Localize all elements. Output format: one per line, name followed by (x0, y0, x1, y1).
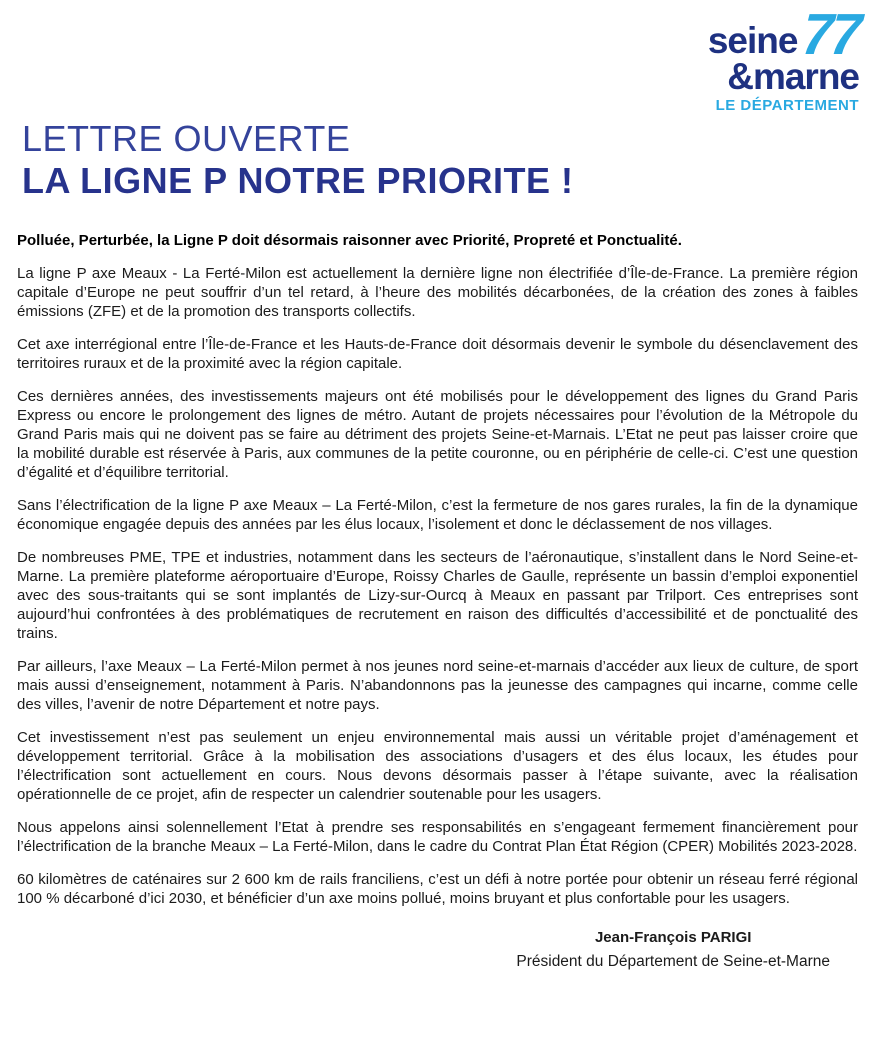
signature-name: Jean-François PARIGI (594, 928, 752, 946)
paragraph-6: Par ailleurs, l’axe Meaux – La Ferté-Milon permet à nos jeunes nord seine-et-marnais d’accéder aux lieux de culture, de sport mais aussi d’enseignement, notamment à Paris. N’abandonnons pas la jeunesse des campagnes qui incarne, comme celle des villes, l’avenir de notre Département et notre pays. (17, 657, 858, 713)
signature-block (516, 926, 830, 974)
paragraph-1: La ligne P axe Meaux - La Ferté-Milon est actuellement la dernière ligne non électrifiée d’Île-de-France. La première région capitale d’Europe ne peut souffrir d’un tel retard, à l’heure des mobilités décarbonées, de la création des zones à faibles émissions (ZFE) et de la promotion des transports collectifs. (17, 264, 858, 320)
logo-word-seine: seine (707, 19, 798, 61)
letter-body (0, 203, 875, 974)
paragraph-9: 60 kilomètres de caténaires sur 2 600 km de rails franciliens, c’est un défi à notre portée pour obtenir un réseau ferré régional 100 % décarboné d’ici 2030, et bénéficier d’un axe moins pollué, moins bruyant et plus confortable pour les usagers. (17, 870, 858, 907)
logo-top-row (707, 2, 868, 67)
logo-tagline: LE DÉPARTEMENT (715, 97, 859, 115)
logo-number-77: 77 (794, 2, 868, 67)
intro-bold-paragraph: Polluée, Perturbée, la Ligne P doit désormais raisonner avec Priorité, Propreté et Ponctualité. (17, 231, 682, 249)
seine-et-marne-logo (707, 2, 868, 115)
paragraph-7: Cet investissement n’est pas seulement un enjeu environnemental mais aussi un véritable projet d’aménagement et développement territorial. Grâce à la mobilisation des associations d’usagers et des élus locaux, les études pour l’électrification sont actuellement en cours. Nous devons désormais passer à l’étape suivante, avec la réalisation opérationnelle de ce projet, afin de respecter un calendrier soutenable pour les usagers. (17, 728, 858, 803)
letter-title-line2: LA LIGNE P NOTRE PRIORITE ! (22, 160, 574, 202)
logo-word-marne: &marne (727, 56, 859, 98)
paragraph-2: Cet axe interrégional entre l’Île-de-France et les Hauts-de-France doit désormais devenir le symbole du désenclavement des territoires ruraux et de la proximité avec la région capitale. (17, 335, 858, 372)
paragraph-8: Nous appelons ainsi solennellement l’Etat à prendre ses responsabilités en s’engageant fermement financièrement pour l’électrification de la branche Meaux – La Ferté-Milon, dans le cadre du Contrat Plan État Région (CPER) Mobilités 2023-2028. (17, 818, 858, 855)
signature-role: Président du Département de Seine-et-Marne (516, 952, 830, 970)
letter-title-line1: LETTRE OUVERTE (22, 118, 351, 159)
paragraph-5: De nombreuses PME, TPE et industries, notamment dans les secteurs de l’aéronautique, s’installent dans le Nord Seine-et-Marne. La première plateforme aéroportuaire d’Europe, Roissy Charles de Gaulle, représente un bassin d’emploi exponentiel avec des sous-traitants qui se sont implantés de Lizy-sur-Ourcq à Meaux en passant par Trilport. Ces entreprises sont aujourd’hui confrontées à des problématiques de recrutement en raison des difficultés d’accessibilité et de ponctualité des trains. (17, 548, 858, 642)
paragraph-4: Sans l’électrification de la ligne P axe Meaux – La Ferté-Milon, c’est la fermeture de nos gares rurales, la fin de la dynamique économique engagée depuis des années par les élus locaux, l’isolement et donc le déclassement de nos villages. (17, 496, 858, 533)
paragraph-3: Ces dernières années, des investissements majeurs ont été mobilisés pour le développement des lignes du Grand Paris Express ou encore le prolongement des lignes de métro. Autant de projets nécessaires pour l’évolution de la Métropole du Grand Paris mais qui ne doivent pas se faire au détriment des projets Seine-et-Marnais. L’Etat ne peut pas laisser croire que la mobilité durable est réservée à Paris, aux communes de la petite couronne, ou en périphérie de celle-ci. C’est une question d’égalité et d’équilibre territorial. (17, 387, 858, 481)
